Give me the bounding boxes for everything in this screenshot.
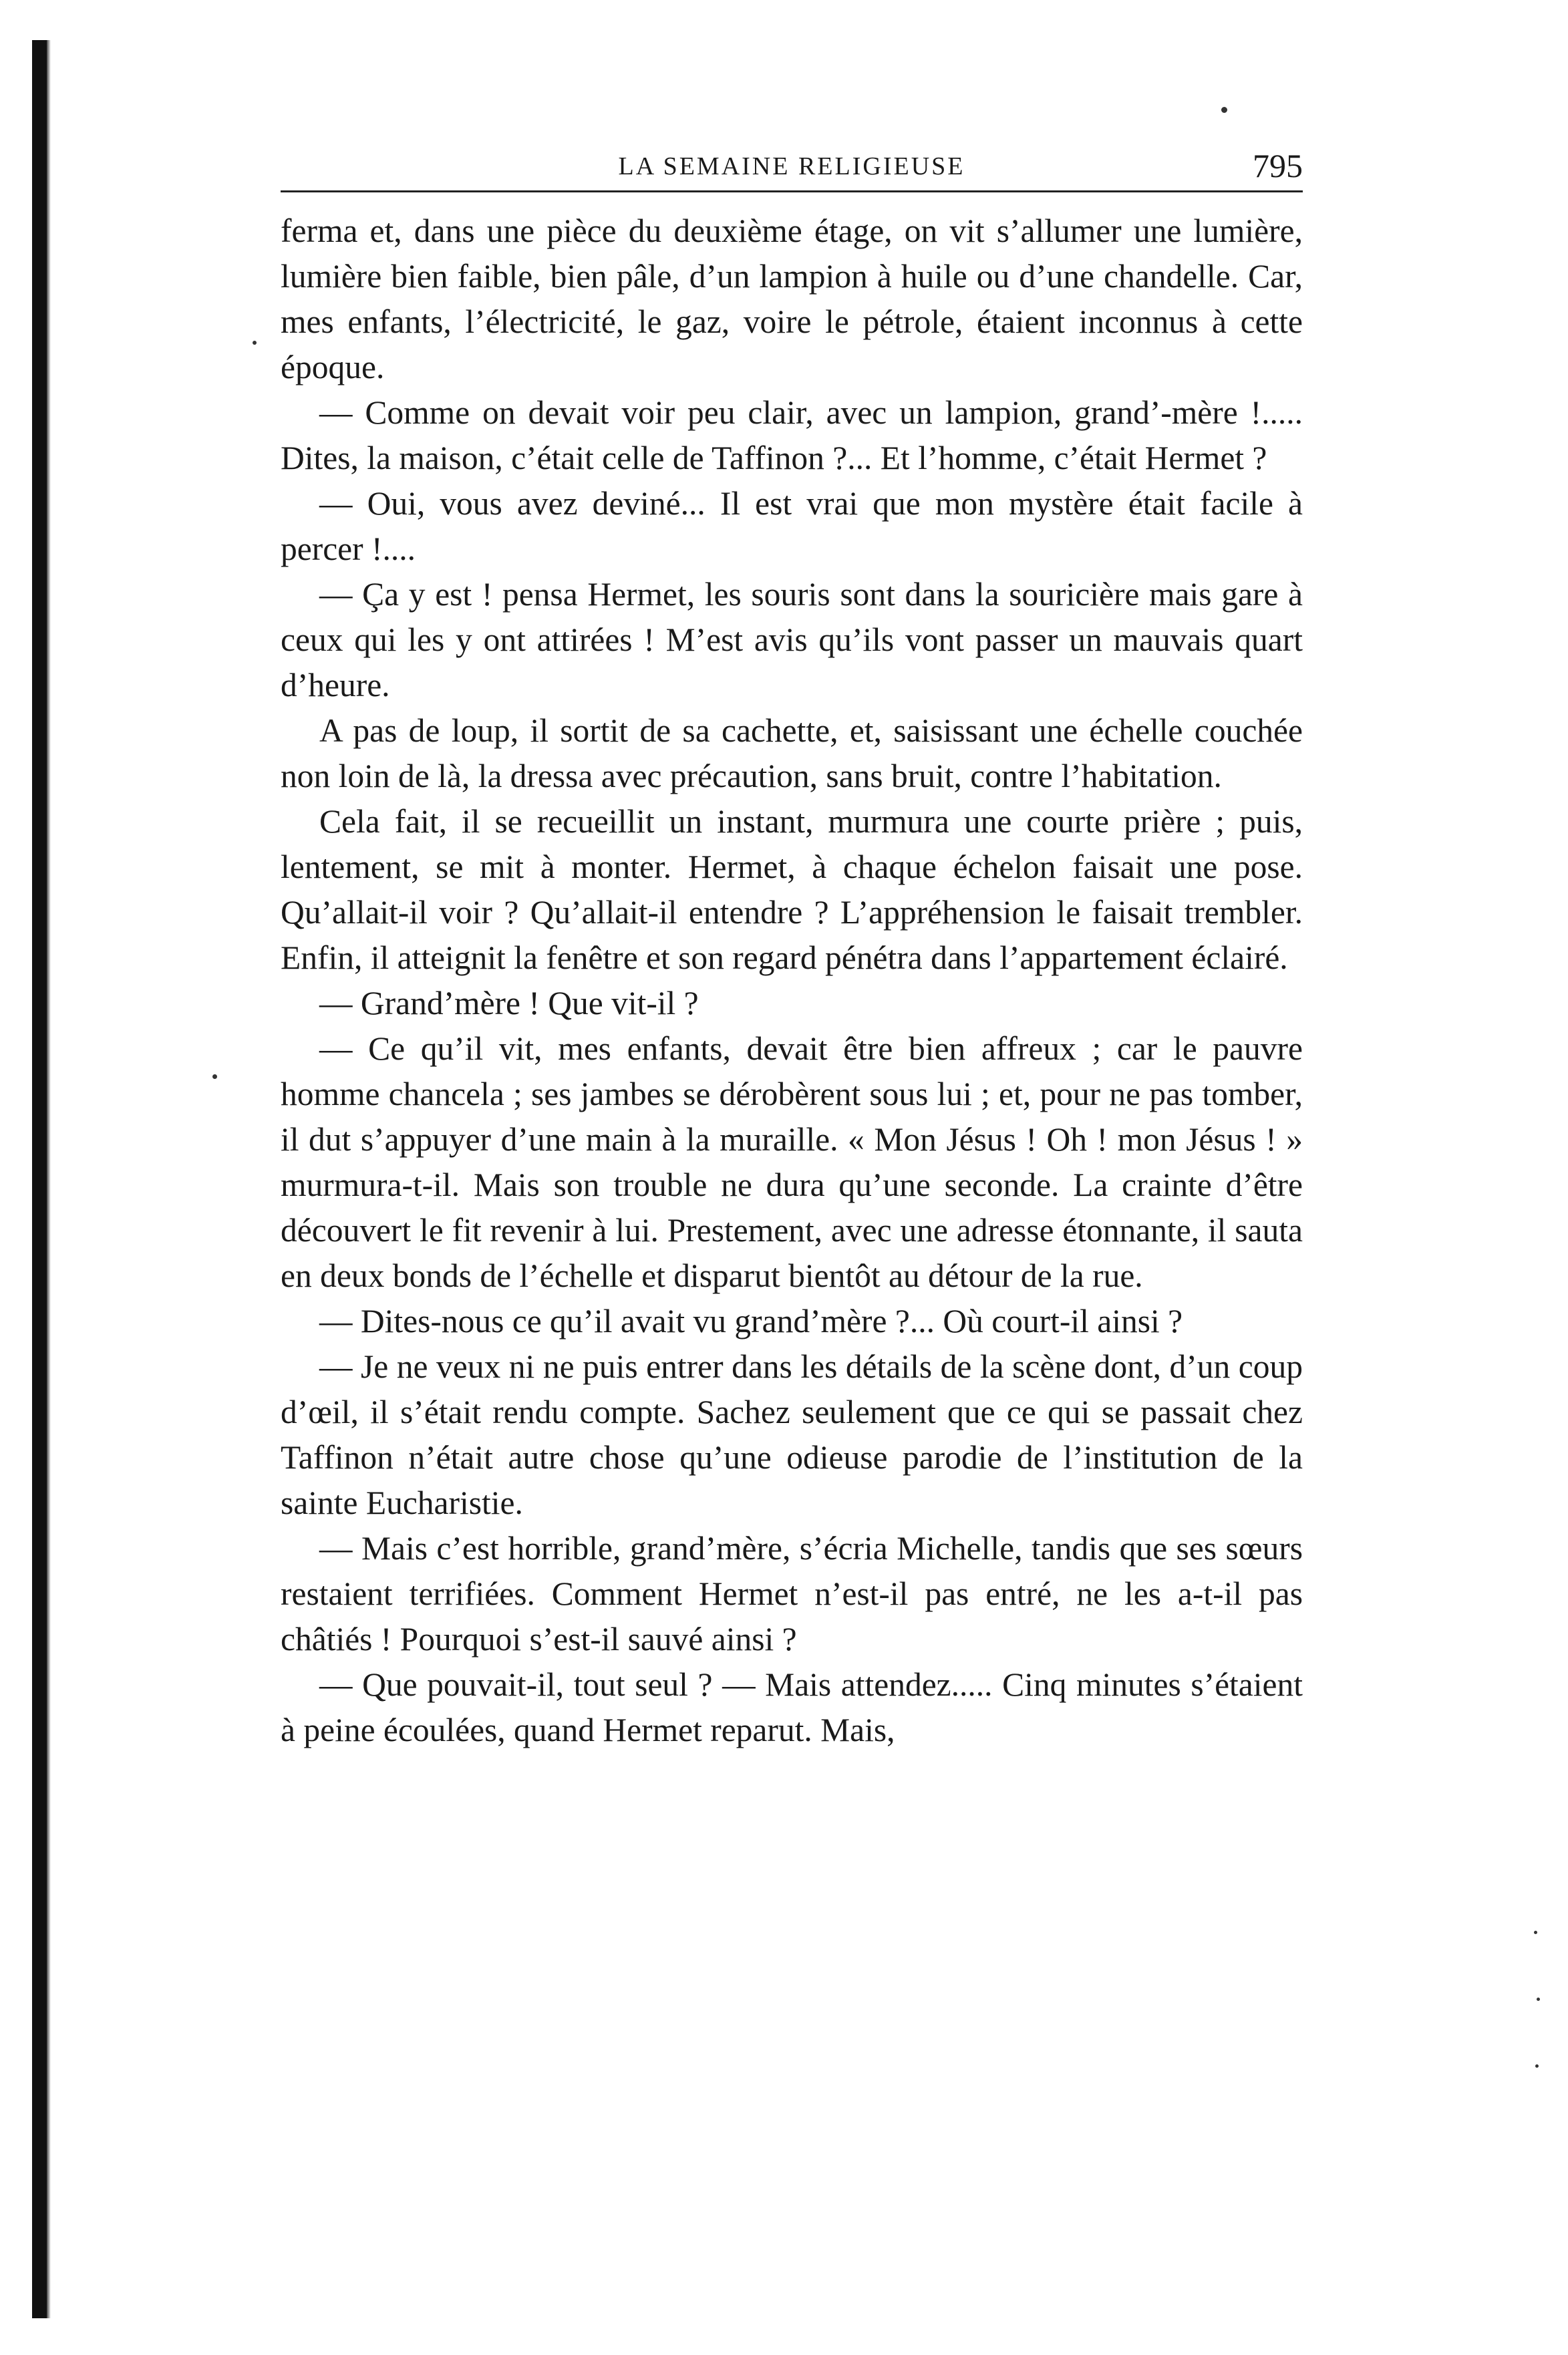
paragraph: A pas de loup, il sortit de sa cachette, et, saisissant une échelle couchée non loin de là, la dressa avec précaution, sans bruit, contre l’habitation. (281, 712, 1303, 794)
paragraph: ferma et, dans une pièce du deuxième étage, on vit s’allumer une lumière, lumière bien faible, bien pâle, d’un lampion à huile ou d’une chandelle. Car, mes enfants, l’électricité, le gaz, voire le pétrole, étaient inconnus à cette époque. (281, 212, 1303, 385)
scan-speck (212, 1074, 217, 1079)
running-head (281, 144, 1303, 192)
body-text (281, 208, 1303, 1753)
running-title: LA SEMAINE RELIGIEUSE (618, 152, 965, 180)
scan-speck (1537, 1998, 1540, 2001)
paragraph: — Ce qu’il vit, mes enfants, devait être bien affreux ; car le pauvre homme chancela ; ses jambes se dérobèrent sous lui ; et, pour ne pas tomber, il dut s’appuyer d’une main à la muraille. « Mon Jésus ! Oh ! mon Jésus ! » murmura-t-il. Mais son trouble ne dura qu’une seconde. La crainte d’être découvert le fit revenir à lui. Prestement, avec une adresse étonnante, il sauta en deux bonds de l’échelle et disparut bientôt au détour de la rue. (281, 1030, 1303, 1294)
book-page (281, 144, 1303, 1753)
page-binding-edge (32, 40, 47, 2318)
paragraph: — Mais c’est horrible, grand’mère, s’écria Michelle, tandis que ses sœurs restaient terrifiées. Comment Hermet n’est-il pas entré, ne les a-t-il pas châtiés ! Pourquoi s’est-il sauvé ainsi ? (281, 1530, 1303, 1658)
paragraph: — Je ne veux ni ne puis entrer dans les détails de la scène dont, d’un coup d’œil, il s’était rendu compte. Sachez seulement que ce qui se passait chez Taffinon n’était autre chose qu’une odieuse parodie de l’institution de la sainte Eucharistie. (281, 1348, 1303, 1521)
paragraph: — Oui, vous avez deviné... Il est vrai que mon mystère était facile à percer !.... (281, 485, 1303, 567)
scan-speck (1535, 2064, 1539, 2068)
page-number: 795 (1253, 147, 1303, 184)
scan-speck (1221, 107, 1227, 113)
paragraph: — Dites-nous ce qu’il avait vu grand’mère ?... Où court-il ainsi ? (319, 1303, 1183, 1340)
paragraph: Cela fait, il se recueillit un instant, murmura une courte prière ; puis, lentement, se mit à monter. Hermet, à chaque échelon faisait une pose. Qu’allait-il voir ? Qu’allait-il entendre ? L’appréhension le faisait trembler. Enfin, il atteignit la fenêtre et son regard pénétra dans l’appartement éclairé. (281, 803, 1303, 976)
scan-speck (1534, 1931, 1537, 1934)
paragraph: — Comme on devait voir peu clair, avec un lampion, grand’-mère !..... Dites, la maison, c’était celle de Taffinon ?... Et l’homme, c’était Hermet ? (281, 394, 1303, 476)
paragraph: — Ça y est ! pensa Hermet, les souris sont dans la souricière mais gare à ceux qui les y ont attirées ! M’est avis qu’ils vont passer un mauvais quart d’heure. (281, 576, 1303, 703)
scan-speck (253, 341, 257, 345)
paragraph: — Grand’mère ! Que vit-il ? (319, 985, 699, 1022)
paragraph: — Que pouvait-il, tout seul ? — Mais attendez..... Cinq minutes s’étaient à peine écoulées, quand Hermet reparut. Mais, (281, 1666, 1303, 1748)
